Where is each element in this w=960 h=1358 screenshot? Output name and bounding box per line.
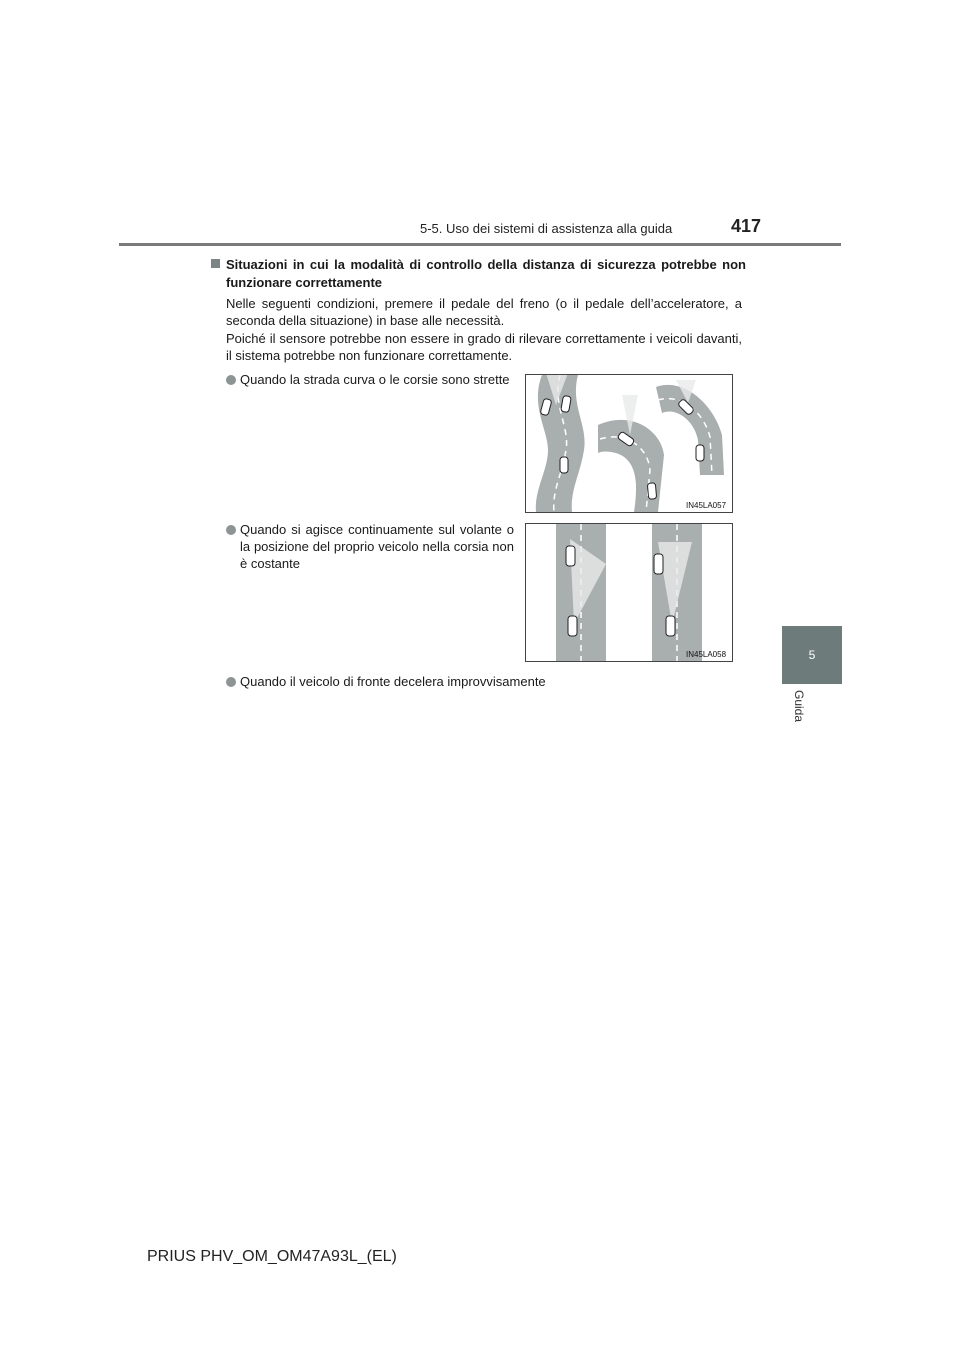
chapter-label-wrap [782,690,808,740]
chapter-number: 5 [808,648,816,662]
bullet-dot-icon [226,525,236,535]
figure-curved-road [525,374,733,513]
chapter-tab [782,626,842,684]
figure-straight-lanes [525,523,733,662]
paragraph-2: Poiché il sensore potrebbe non essere in grado di rilevare correttamente i veicoli davanti, il sistema potrebbe non funzionare correttamente. [226,331,742,363]
figure-code-2: IN45LA058 [686,650,727,659]
bullet-text-1: Quando la strada curva o le corsie sono strette [240,372,510,387]
bullet-text-3: Quando il veicolo di fronte decelera improvvisamente [240,674,546,689]
section-title: 5-5. Uso dei sistemi di assistenza alla guida [420,221,673,236]
bullet-dot-icon [226,677,236,687]
page-number: 417 [731,216,762,236]
heading-square-icon [211,259,220,268]
chapter-label: Guida [792,690,806,723]
curved-road-illustration [526,375,732,512]
section-heading: Situazioni in cui la modalità di controllo della distanza di sicurezza potrebbe non funzionare correttamente [226,257,746,290]
figure-code-1: IN45LA057 [686,501,727,510]
header-divider [119,243,841,246]
bullet-text-2: Quando si agisce continuamente sul volante o la posizione del proprio veicolo nella corsia non è costante [240,522,514,571]
bullet-dot-icon [226,375,236,385]
paragraph-1: Nelle seguenti condizioni, premere il pedale del freno (o il pedale dell’acceleratore, a seconda della situazione) in base alle necessità. [226,296,742,328]
straight-lanes-illustration [526,524,732,661]
document-footer: PRIUS PHV_OM_OM47A93L_(EL) [147,1248,397,1265]
